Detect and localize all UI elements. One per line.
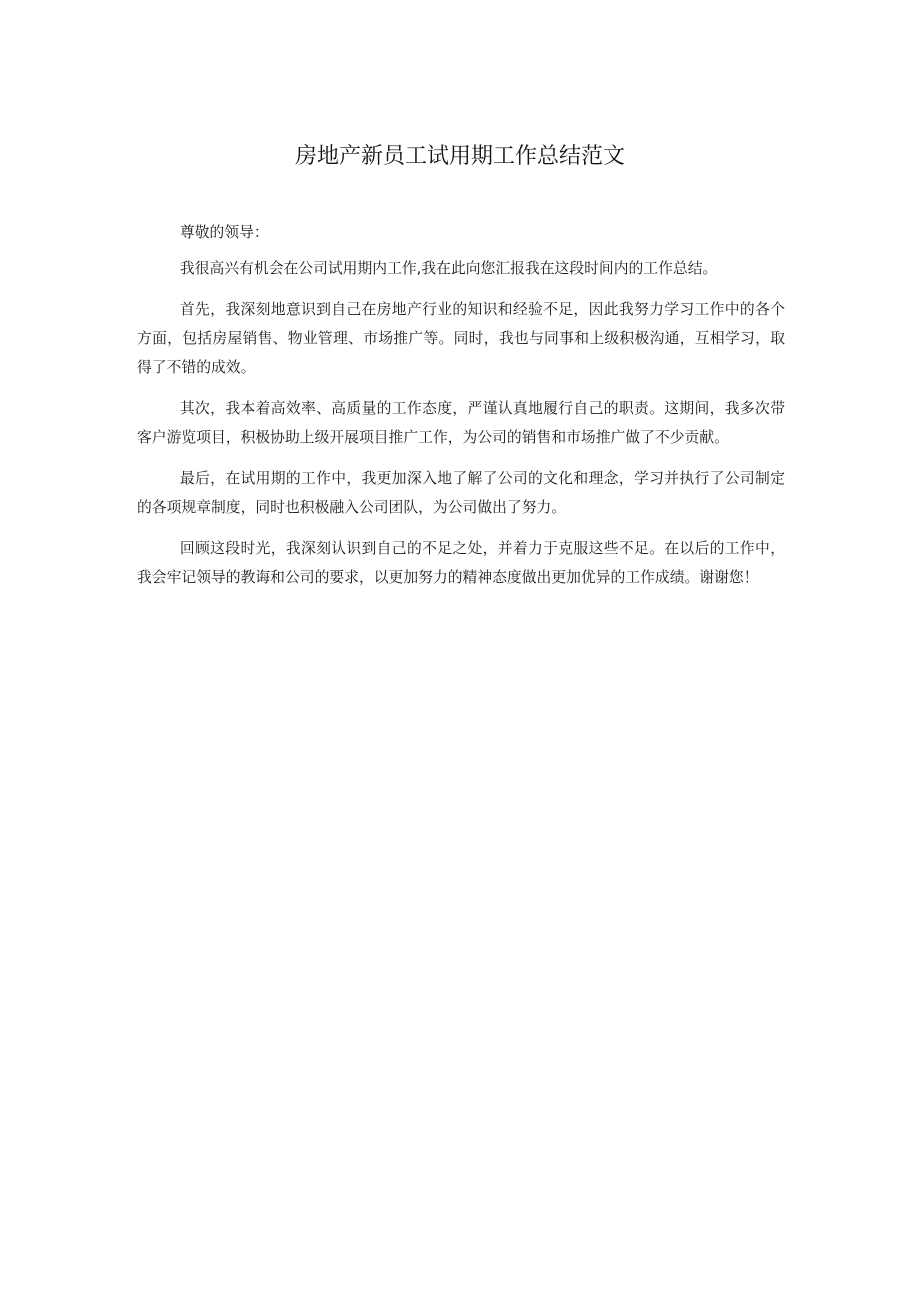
paragraph-intro: 我很高兴有机会在公司试用期内工作,我在此向您汇报我在这段时间内的工作总结。 <box>179 260 718 277</box>
paragraph-first: 首先，我深刻地意识到自己在房地产行业的知识和经验不足，因此我努力学习工作中的各个方面，包括房屋销售、物业管理、市场推广等。同时，我也与同事和上级积极沟通，互相学习，取得了不错的成效。 <box>137 301 785 376</box>
salutation: 尊敬的领导： <box>179 224 269 241</box>
paragraph-closing: 回顾这段时光，我深刻认识到自己的不足之处，并着力于克服这些不足。在以后的工作中，我会牢记领导的教诲和公司的要求，以更加努力的精神态度做出更加优异的工作成绩。谢谢您！ <box>137 540 785 586</box>
paragraph-third: 最后，在试用期的工作中，我更加深入地了解了公司的文化和理念，学习并执行了公司制定的各项规章制度，同时也积极融入公司团队，为公司做出了努力。 <box>137 470 785 516</box>
document-body <box>137 218 785 604</box>
document-title: 房地产新员工试用期工作总结范文 <box>294 144 625 169</box>
paragraph-second: 其次，我本着高效率、高质量的工作态度，严谨认真地履行自己的职责。这期间，我多次带客户游览项目，积极协助上级开展项目推广工作，为公司的销售和市场推广做了不少贡献。 <box>137 400 785 446</box>
